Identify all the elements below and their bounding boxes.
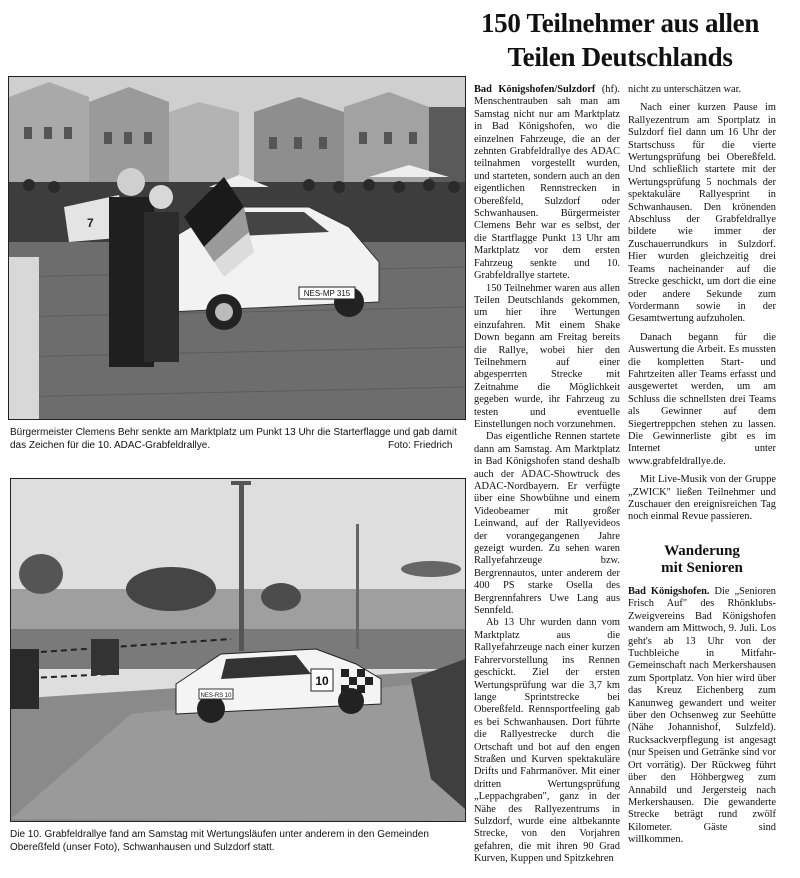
photo-rally-car-obereszfeld	[10, 478, 466, 822]
photo2-car-number: 10	[315, 674, 329, 688]
article-paragraph: Nach einer kurzen Pause im Rallyezentrum am Sportplatz in Sulzdorf fiel dann um 16 Uhr der Startschuss für die vierte Wertungsprüfung bei Obereßfeld. Und schließlich startete mit der Wertungsprüfung 5 nochmals der spektakuläre Rallyesprint in Schwanhausen. Den krönenden Abschluss der Grabfeldrallye bildete wie immer der Zuschauerrundkurs in Sulzdorf. Hier wurden gleichzeitig drei Teams nacheinander auf die Strecke geschickt, um dort die eine oder andere Sekunde zum Vordermann sowie in der Gesamtwertung aufzuholen.	[628, 102, 776, 325]
photo2-caption-text: Die 10. Grabfeldrallye fand am Samstag mit Wertungsläufen unter anderem in den Gemeinden Obereßfeld (unser Foto), Schwanhausen und Sulzdorf statt.	[10, 829, 429, 853]
photo2-license-plate: NES-RS 10	[200, 693, 232, 699]
headline-line-2: Teilen Deutschlands	[507, 42, 733, 72]
headline-line-1: 150 Teilnehmer aus allen	[480, 8, 760, 38]
article-paragraph: Danach begann für die Auswertung die Arbeit. Es mussten die kompletten Start- und Fahrtzeiten aller Teams erfasst und ausgewertet werden, um am Schluss die schnellsten drei Teams als Gewinner auf dem Siegertreppchen stehen zu lassen. Die Gewinnerliste gibt es im Internet unter www.grabfeldrallye.de.	[628, 331, 776, 467]
article-paragraph: Mit Live-Musik von der Gruppe „ZWICK" ließen Teilnehmer und Zuschauer den ereignisreichen Tag noch einmal Revue passieren.	[628, 474, 776, 523]
article-column-2	[628, 84, 776, 524]
photo-marketplace-start	[8, 76, 466, 420]
sidebar-title-line-2: mit Senioren	[661, 560, 743, 576]
article-paragraph: 150 Teilnehmer waren aus allen Teilen Deutschlands gekommen, um hier ihre Wertungen einzufahren. Mit einem Shake Down begann am Freitag bereits die Rallye, wobei hier den Teilnehmern auf einer abgesperrten Strecke mit Zeitnahme die Möglichkeit gegeben wurde, ihr Fahrzeug zu testen und eventuelle Einstellungen noch vorzunehmen.	[474, 282, 620, 430]
sidebar-title-line-1: Wanderung	[664, 543, 740, 559]
article-paragraph: Das eigentliche Rennen startete dann am Samstag. Am Marktplatz in Bad Königshofen stand deshalb auch der ADAC-Showtruck des ADAC-Nordbayern. Er verfügte über eine Showbühne und einem Videobeamer mit großer Leinwand, auf der Rallyevideos der vorangegangenen Jahre gezeigt wurden. Zu sehen waren Rallyefahrzeuge bzw. Bergrennautos, unter anderem der 400 PS starke Osella des Bergrennfahrers Uwe Lang aus Sennfeld.	[474, 431, 620, 617]
sidebar-dateline: Bad Königshofen.	[628, 586, 710, 597]
article-paragraph: nicht zu unterschätzen war.	[628, 84, 742, 95]
sidebar-paragraph: Bad Königshofen. Die „Senioren Frisch Auf" des Rhönklubs-Zweigvereins Bad Königshofen wandern am Mittwoch, 9. Juli. Los geht's ab 13 Uhr von der Tuchbleiche in Mitfahr-Gemeinschaft nach Merkershausen zum Sportplatz. Von hier wird über das Kreuz Eichenberg zum Kanunweg gewandert und weiter über den Ochsenweg zur Seehütte (Nähe Johannishof, Sulzfeld). Rucksackverpflegung ist angesagt (nur Speisen und Getränke sind vor Ort vorrätig). Der Rückweg führt über den Höhbergweg zum Annabild und Jergersteig nach Merkershausen. Die gewanderte Strecke beträgt rund zwölf Kilometer. Gäste sind willkommen.	[628, 586, 776, 846]
sidebar-body	[628, 586, 776, 847]
headline	[474, 6, 766, 74]
photo2-caption	[10, 828, 468, 854]
photo1-credit: Foto: Friedrich	[388, 440, 453, 451]
photo1-caption-text: Bürgermeister Clemens Behr senkte am Marktplatz um Punkt 13 Uhr die Starterflagge und gab damit das Zeichen für die 10. ADAC-Grabfeldrallye.	[10, 427, 457, 451]
sidebar-title	[628, 543, 776, 577]
article-column-1	[474, 84, 620, 866]
article-paragraph: Bad Königshofen/Sulzdorf (hf). Menschentrauben sah man am Samstag nicht nur am Marktplatz in Bad Königshofen, wo die einzelnen Fahrzeuge, die an der zehnten Grabfeldrallye des ADAC teilnahmen vorgestellt wurden, und starteten, sondern auch an den eigentlichen Rennstrecken in Obereßfeld, Sulzdorf oder Schwanhausen. Bürgermeister Clemens Behr war es selbst, der die Startflagge Punkt 13 Uhr am Marktplatz vor dem ersten Fahrzeug senkte und 10. Grabfeldrallye startete.	[474, 84, 620, 282]
photo1-car-number: 7	[87, 216, 94, 230]
article-dateline: Bad Königshofen/Sulzdorf	[474, 84, 596, 95]
article-paragraph: Ab 13 Uhr wurden dann vom Marktplatz aus die Rallyefahrzeuge nach einer kurzen Fahrervorstellung ins Rennen geschickt. Ziel der ersten Wertungsprüfung war die 3,7 km lange Sprintstrecke bei Obereßfeld. Rennsportfeeling gab es bei Schwanhausen. Dort führte die Rallyestrecke durch die Ortschaft und bot auf den engen Straßen und Kurven spektakuläre Drifts und Fahrmanöver. Mit einer dritten Wertungsprüfung „Leppachgraben", ganz in der Nähe des Rallyezentrums in Sulzdorf, wurde eine altbekannte Strecke, von den Vorjahren gefahren, die mit ihren 90 Grad Kurven, Kuppen und Spitzkehren	[474, 617, 620, 865]
photo1-license-plate: NES-MP 315	[303, 289, 351, 298]
